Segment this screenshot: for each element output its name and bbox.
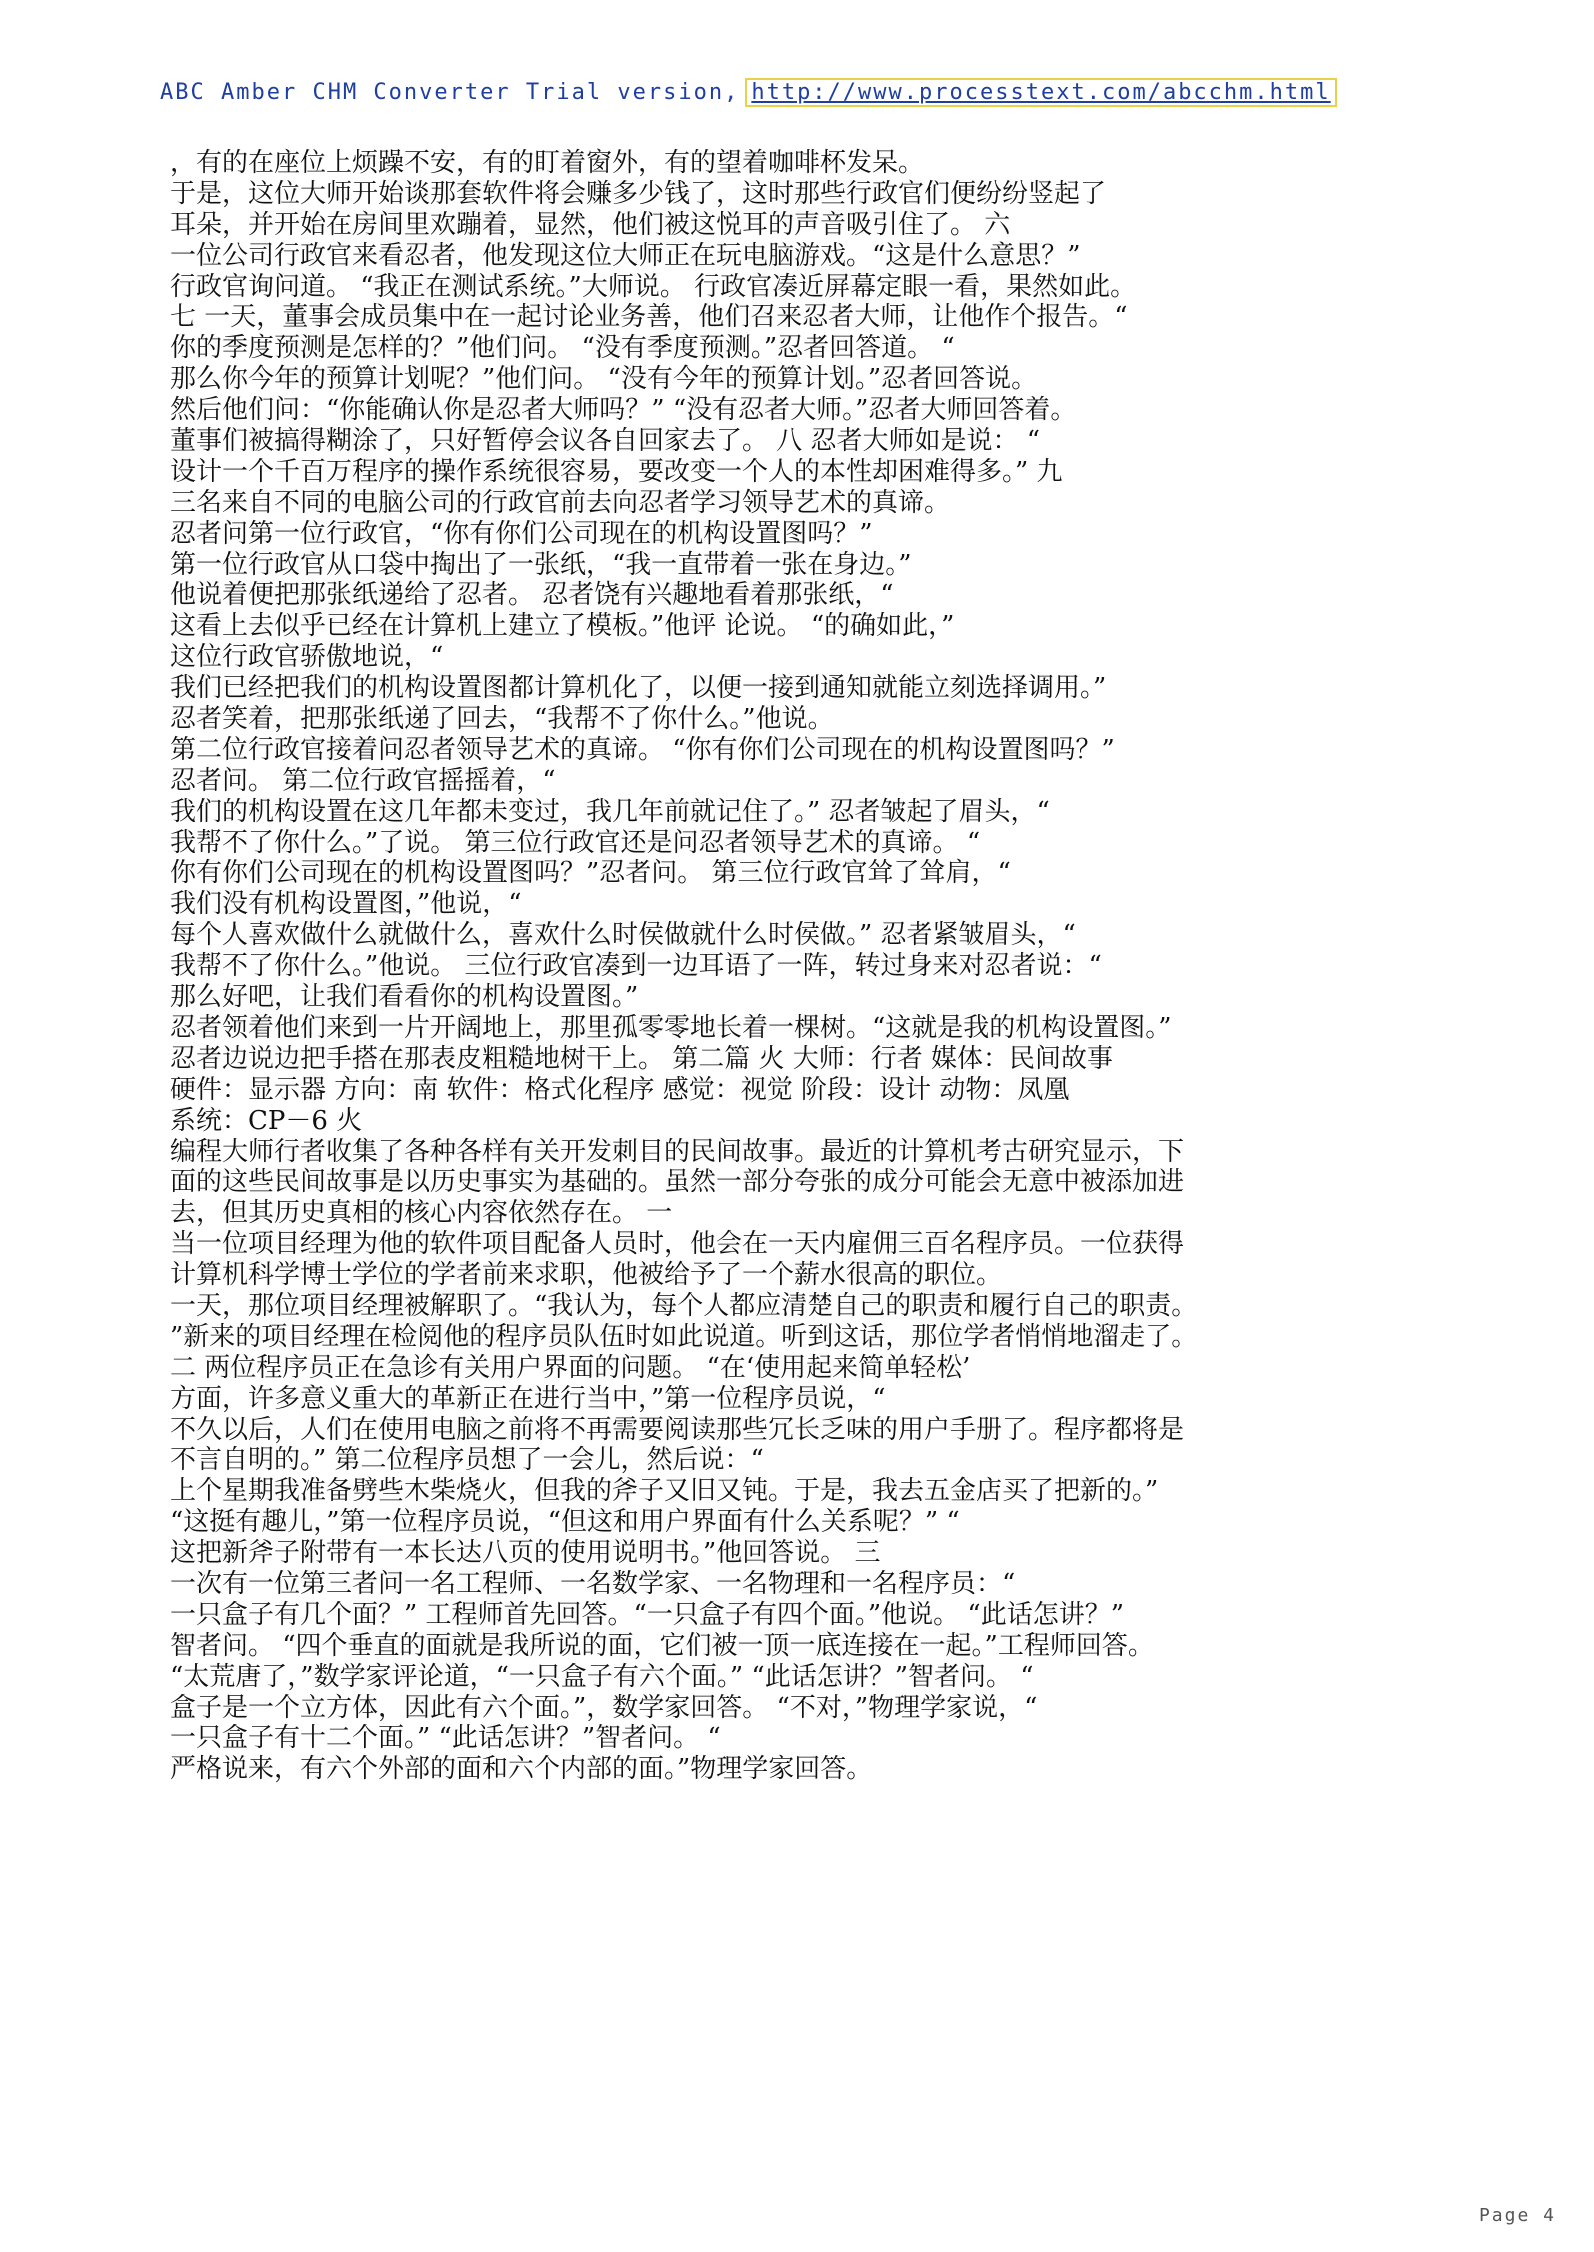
text-line: 一次有一位第三者问一名工程师、一名数学家、一名物理和一名程序员：“ [170,1568,1016,1599]
text-line: 一只盒子有几个面？” 工程师首先回答。“一只盒子有四个面。”他说。 “此话怎讲？” [170,1599,1124,1630]
banner-link[interactable]: http://www.processtext.com/abcchm.html [745,78,1336,107]
text-line: 我们的机构设置在这几年都未变过，我几年前就记住了。” 忍者皱起了眉头，“ [170,796,1050,827]
text-line: 系统：CP－6 火 [170,1105,363,1136]
text-line: 我们没有机构设置图，”他说，“ [170,889,522,920]
text-line: 这看上去似乎已经在计算机上建立了模板。”他评 论说。 “的确如此，” [170,611,955,642]
text-line: 第二位行政官接着问忍者领导艺术的真谛。 “你有你们公司现在的机构设置图吗？” [170,734,1115,765]
text-line: 我们已经把我们的机构设置图都计算机化了，以便一接到通知就能立刻选择调用。” [170,673,1107,704]
text-line: 于是，这位大师开始谈那套软件将会赚多少钱了，这时那些行政官们便纷纷竖起了 [170,178,1107,209]
text-line: “太荒唐了，”数学家评论道，“一只盒子有六个面。” “此话怎讲？”智者问。 “ [170,1661,1034,1692]
text-line: 编程大师行者收集了各种各样有关开发刺目的民间故事。最近的计算机考古研究显示，下 [170,1136,1185,1167]
text-line: 他说着便把那张纸递给了忍者。 忍者饶有兴趣地看着那张纸，“ [170,580,894,611]
text-line: 这把新斧子附带有一本长达八页的使用说明书。”他回答说。 三 [170,1538,881,1569]
text-line: 我帮不了你什么。”了说。 第三位行政官还是问忍者领导艺术的真谛。 “ [170,827,981,858]
text-line: 第一位行政官从口袋中掏出了一张纸，“我一直带着一张在身边。” [170,549,912,580]
text-line: 面的这些民间故事是以历史事实为基础的。虽然一部分夸张的成分可能会无意中被添加进 [170,1167,1185,1198]
document-body [170,148,1430,1785]
page-number: Page 4 [1478,2205,1556,2226]
text-line: 一天，那位项目经理被解职了。“我认为，每个人都应清楚自己的职责和履行自己的职责。 [170,1290,1198,1321]
text-line: 不言自明的。” 第二位程序员想了一会儿，然后说：“ [170,1445,764,1476]
text-line: 耳朵，并开始在房间里欢蹦着，显然，他们被这悦耳的声音吸引住了。 六 [170,209,1011,240]
text-line: 盒子是一个立方体，因此有六个面。”，数学家回答。 “不对，”物理学家说，“ [170,1692,1038,1723]
text-line: 去，但其历史真相的核心内容依然存在。 一 [170,1198,673,1229]
text-line: 忍者问。 第二位行政官摇摇着，“ [170,765,556,796]
text-line: 智者问。 “四个垂直的面就是我所说的面，它们被一顶一底连接在一起。”工程师回答。 [170,1630,1154,1661]
text-line: 不久以后，人们在使用电脑之前将不再需要阅读那些冗长乏味的用户手册了。程序都将是 [170,1414,1185,1445]
text-line: ，有的在座位上烦躁不安，有的盯着窗外，有的望着咖啡杯发呆。 [170,148,925,178]
text-line: 董事们被搞得糊涂了，只好暂停会议各自回家去了。 八 忍者大师如是说： “ [170,426,1041,457]
text-line: 忍者笑着，把那张纸递了回去，“我帮不了你什么。”他说。 [170,704,834,735]
text-line: 二 两位程序员正在急诊有关用户界面的问题。 “在‘使用起来简单轻松’ [170,1352,971,1383]
text-line: 方面，许多意义重大的革新正在进行当中，”第一位程序员说，“ [170,1383,886,1414]
text-line: 你的季度预测是怎样的？”他们问。 “没有季度预测。”忍者回答道。 “ [170,333,955,364]
text-line: 上个星期我准备劈些木柴烧火，但我的斧子又旧又钝。于是，我去五金店买了把新的。” [170,1476,1159,1507]
banner-text: ABC Amber CHM Converter Trial version, [160,80,740,105]
converter-trial-banner [160,80,1337,105]
text-line: 计算机科学博士学位的学者前来求职，他被给予了一个薪水很高的职位。 [170,1260,1003,1291]
text-line: 三名来自不同的电脑公司的行政官前去向忍者学习领导艺术的真谛。 [170,487,951,518]
text-line: 那么你今年的预算计划呢？”他们问。 “没有今年的预算计划。”忍者回答说。 [170,364,1038,395]
text-line: 一只盒子有十二个面。” “此话怎讲？”智者问。 “ [170,1723,721,1754]
text-line: 那么好吧，让我们看看你的机构设置图。” [170,982,639,1013]
text-line: “这挺有趣儿，”第一位程序员说，“但这和用户界面有什么关系呢？” “ [170,1507,960,1538]
text-line: 当一位项目经理为他的软件项目配备人员时，他会在一天内雇佣三百名程序员。一位获得 [170,1229,1185,1260]
text-line: 每个人喜欢做什么就做什么，喜欢什么时侯做就什么时侯做。” 忍者紧皱眉头，“ [170,920,1076,951]
text-line: 这位行政官骄傲地说，“ [170,642,444,673]
text-line: 然后他们问：“你能确认你是忍者大师吗？” “没有忍者大师。”忍者大师回答着。 [170,395,1077,426]
text-line: 设计一个千百万程序的操作系统很容易，要改变一个人的本性却困难得多。” 九 [170,456,1063,487]
text-line: 行政官询问道。 “我正在测试系统。”大师说。 行政官凑近屏幕定眼一看，果然如此。 [170,271,1137,302]
text-line: 硬件：显示器 方向：南 软件：格式化程序 感觉：视觉 阶段：设计 动物：凤凰 [170,1074,1070,1105]
text-line: 我帮不了你什么。”他说。 三位行政官凑到一边耳语了一阵，转过身来对忍者说：“ [170,951,1102,982]
text-line: 你有你们公司现在的机构设置图吗？”忍者问。 第三位行政官耸了耸肩，“ [170,858,1011,889]
text-line: ”新来的项目经理在检阅他的程序员队伍时如此说道。听到这话，那位学者悄悄地溜走了。 [170,1321,1198,1352]
text-line: 一位公司行政官来看忍者，他发现这位大师正在玩电脑游戏。“这是什么意思？” [170,240,1081,271]
text-line: 七 一天，董事会成员集中在一起讨论业务善，他们召来忍者大师，让他作个报告。“ [170,302,1128,333]
text-line: 忍者问第一位行政官，“你有你们公司现在的机构设置图吗？” [170,518,873,549]
text-line: 忍者边说边把手搭在那表皮粗糙地树干上。 第二篇 火 大师：行者 媒体：民间故事 [170,1043,1114,1074]
text-line: 忍者领着他们来到一片开阔地上，那里孤零零地长着一棵树。“这就是我的机构设置图。” [170,1012,1172,1043]
text-line: 严格说来，有六个外部的面和六个内部的面。”物理学家回答。 [170,1754,873,1785]
